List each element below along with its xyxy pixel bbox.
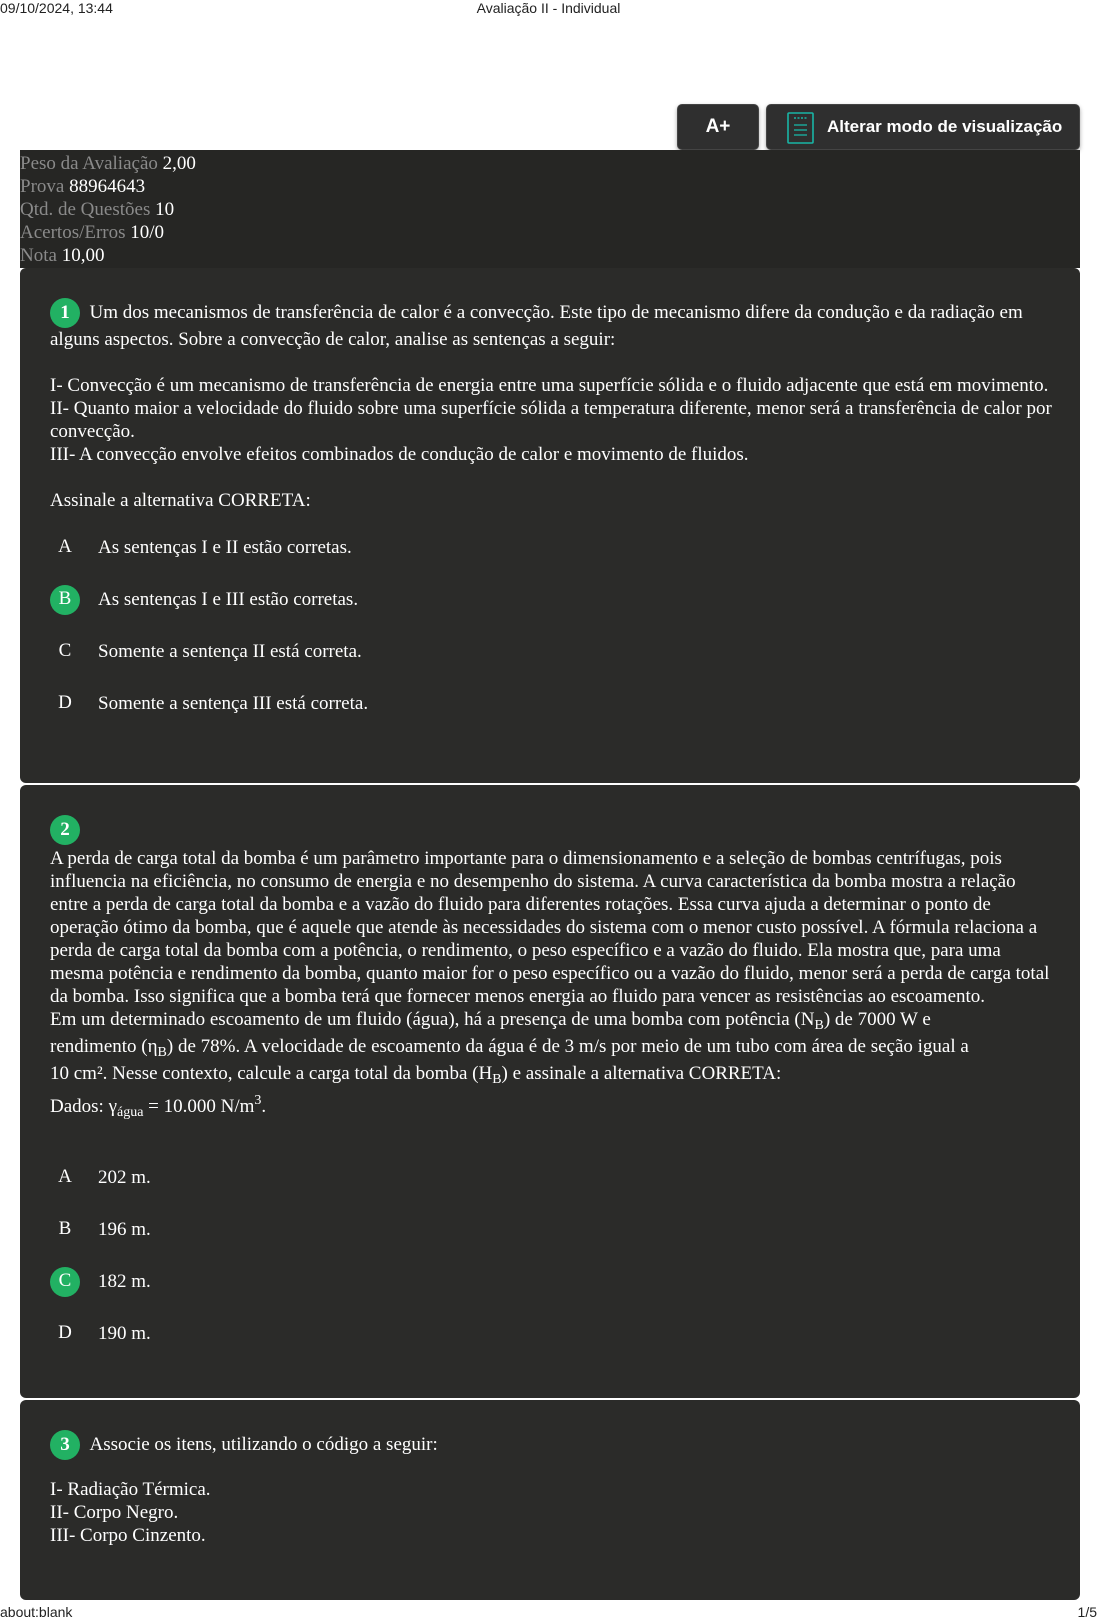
option-letter-selected: B xyxy=(50,585,80,615)
question-1-statement-2: II- Quanto maior a velocidade do fluido sobre uma superfície sólida a temperatura diferente, menor será a transferência de calor por convecção. xyxy=(50,398,1052,442)
option-text: Somente a sentença II está correta. xyxy=(98,641,362,662)
question-number-badge: 3 xyxy=(50,1430,80,1460)
question-3-item-1: I- Radiação Térmica. xyxy=(50,1479,211,1500)
print-header xyxy=(0,0,1097,18)
option-text: Somente a sentença III está correta. xyxy=(98,693,369,714)
question-3-body xyxy=(50,1430,1058,1547)
question-number-badge: 2 xyxy=(50,815,80,845)
question-2-problem-line-3: 10 cm². Nesse contexto, calcule a carga total da bomba $(H_B)$ e assinale a alternativa CORRETA: xyxy=(50,1063,782,1087)
question-2-paragraph: A perda de carga total da bomba é um parâmetro importante para o dimensionamento e a seleção de bombas centrífugas, pois influencia na eficiência, no consumo de energia e no desempenho do sistema. A curva característica da bomba mostra a relação entre a perda de carga total da bomba e a vazão do fluido para diferentes rotações. Essa curva ajuda a determinar o ponto de operação ótimo da bomba, que é aquele que atende às necessidades do sistema com o menor custo possível. A fórmula relaciona a perda de carga total da bomba com a potência, o rendimento, o peso específico e a vazão do fluido. Ela mostra que, para uma mesma potência e rendimento da bomba, quanto maior for o peso específico ou a vazão do fluido, menor será a perda de carga total da bomba. Isso significa que a bomba terá que fornecer menos energia ao fluido para vencer as resistências ao escoamento. xyxy=(50,848,1050,1007)
summary-nota: Nota 10,00 xyxy=(20,245,105,266)
view-mode-button[interactable] xyxy=(766,104,1080,150)
question-3-item-3: III- Corpo Cinzento. xyxy=(50,1525,206,1546)
question-1-body xyxy=(50,298,1058,512)
print-url: about:blank xyxy=(0,1604,73,1620)
question-2-problem-line-2: rendimento $(\eta_B)$ de 78%. A velocidade de escoamento da água é de 3 m/s por meio de um tubo com área de seção igual a xyxy=(50,1036,969,1060)
option-letter: D xyxy=(58,1322,72,1343)
option-letter: A xyxy=(58,1166,72,1187)
print-title: Avaliação II - Individual xyxy=(476,0,621,16)
question-3-item-2: II- Corpo Negro. xyxy=(50,1502,179,1523)
question-number-badge: 1 xyxy=(50,298,80,328)
question-1-intro: 1 Um dos mecanismos de transferência de calor é a convecção. Este tipo de mecanismo difere da condução e da radiação em alguns aspectos. Sobre a convecção de calor, analise as sentenças a seguir: xyxy=(50,298,1058,351)
option-letter: A xyxy=(58,536,72,557)
question-card-1 xyxy=(20,268,1080,783)
option-letter: B xyxy=(58,1218,72,1239)
option-text: 190 m. xyxy=(98,1323,151,1344)
question-3-intro: 3 Associe os itens, utilizando o código a seguir: xyxy=(50,1430,1058,1460)
assessment-summary xyxy=(20,150,1080,268)
document-icon xyxy=(787,112,814,144)
question-1-statement-1: I- Convecção é um mecanismo de transferência de energia entre uma superfície sólida e o fluido adjacente que está em movimento. xyxy=(50,375,1049,396)
option-letter-selected: C xyxy=(50,1267,80,1297)
print-footer xyxy=(0,1604,1097,1621)
summary-acertos: Acertos/Erros 10/0 xyxy=(20,222,165,243)
font-size-button[interactable]: A+ xyxy=(677,104,759,150)
question-2-data: Dados: $\gamma_{água} = 10.000$ $N/m^3$. xyxy=(50,1093,267,1120)
question-2-problem-line-1: Em um determinado escoamento de um fluido (água), há a presença de uma bomba com potência $(N_B)$ de 7000 W e xyxy=(50,1009,931,1033)
view-mode-label: Alterar modo de visualização xyxy=(827,117,1063,136)
option-text: 196 m. xyxy=(98,1219,151,1240)
option-text: As sentenças I e II estão corretas. xyxy=(98,537,352,558)
question-card-2 xyxy=(20,785,1080,1398)
summary-qtd: Qtd. de Questões 10 xyxy=(20,199,175,220)
summary-peso: Peso da Avaliação 2,00 xyxy=(20,153,196,174)
question-1-prompt: Assinale a alternativa CORRETA: xyxy=(50,490,311,511)
option-letter: D xyxy=(58,692,72,713)
print-datetime: 09/10/2024, 13:44 xyxy=(0,0,113,16)
option-text: 202 m. xyxy=(98,1167,151,1188)
question-2-body xyxy=(50,815,1058,1118)
option-letter: C xyxy=(58,640,72,661)
summary-prova: Prova 88964643 xyxy=(20,176,146,197)
question-card-3 xyxy=(20,1400,1080,1600)
print-page-number: 1/5 xyxy=(1077,1604,1097,1620)
option-text: 182 m. xyxy=(98,1271,151,1292)
question-1-statement-3: III- A convecção envolve efeitos combinados de condução de calor e movimento de fluidos. xyxy=(50,444,749,465)
option-text: As sentenças I e III estão corretas. xyxy=(98,589,359,610)
